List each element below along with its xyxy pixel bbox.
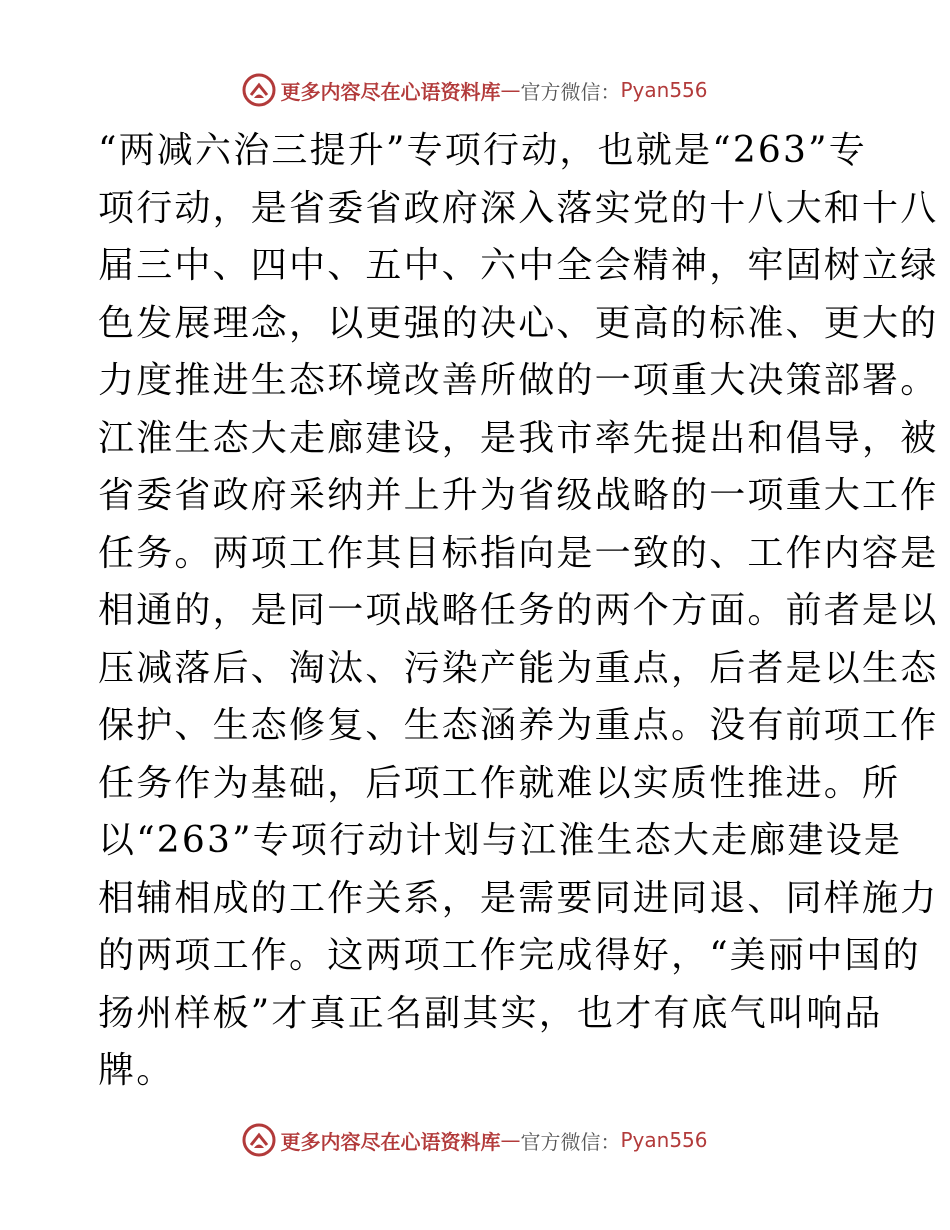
paragraph-line: 任务。两项工作其目标指向是一致的、工作内容是	[98, 532, 939, 574]
footer-site-text: 更多内容尽在心语资料库	[280, 1129, 501, 1154]
paragraph-line: 届三中、四中、五中、六中全会精神，牢固树立绿	[98, 245, 939, 286]
footer-dash: —	[500, 1128, 521, 1152]
paragraph-line: 省委省政府采纳并上升为省级战略的一项重大工作	[98, 475, 939, 516]
paragraph-line: 项行动，是省委省政府深入落实党的十八大和十八	[98, 187, 939, 229]
header-wechat-id: Pyan556	[620, 78, 708, 102]
paragraph-line: 以“263”专项行动计划与江淮生态大走廊建设是	[98, 820, 903, 861]
header-site-text: 更多内容尽在心语资料库	[280, 79, 501, 104]
paragraph-line: 力度推进生态环境改善所做的一项重大决策部署。	[98, 360, 939, 401]
paragraph-line: 相通的，是同一项战略任务的两个方面。前者是以	[98, 590, 939, 631]
paragraph-line: 任务作为基础，后项工作就难以实质性推进。所	[98, 762, 901, 804]
footer-wechat-label: 官方微信：	[520, 1129, 621, 1154]
paragraph-line: 色发展理念，以更强的决心、更高的标准、更大的	[98, 302, 939, 344]
paragraph-line: 的两项工作。这两项工作完成得好，“美丽中国的	[98, 935, 921, 976]
paragraph-line: 相辅相成的工作关系，是需要同进同退、同样施力	[98, 877, 939, 919]
header-banner	[0, 70, 950, 110]
paragraph-line: 保护、生态修复、生态涵养为重点。没有前项工作	[98, 705, 939, 746]
paragraph-line: “两减六治三提升”专项行动，也就是“263”专	[98, 130, 867, 171]
book-logo-icon	[242, 1123, 276, 1157]
paragraph-line: 扬州样板”才真正名副其实，也才有底气叫响品	[98, 992, 883, 1034]
header-wechat-label: 官方微信：	[520, 79, 621, 104]
book-logo-icon	[242, 73, 276, 107]
footer-wechat-id: Pyan556	[620, 1128, 708, 1152]
paragraph-line: 压减落后、淘汰、污染产能为重点，后者是以生态	[98, 647, 939, 689]
header-dash: —	[500, 78, 521, 102]
footer-banner	[0, 1120, 950, 1160]
paragraph-line: 牌。	[98, 1050, 175, 1091]
document-body	[98, 122, 939, 1100]
paragraph-line: 江淮生态大走廊建设，是我市率先提出和倡导，被	[98, 417, 939, 459]
